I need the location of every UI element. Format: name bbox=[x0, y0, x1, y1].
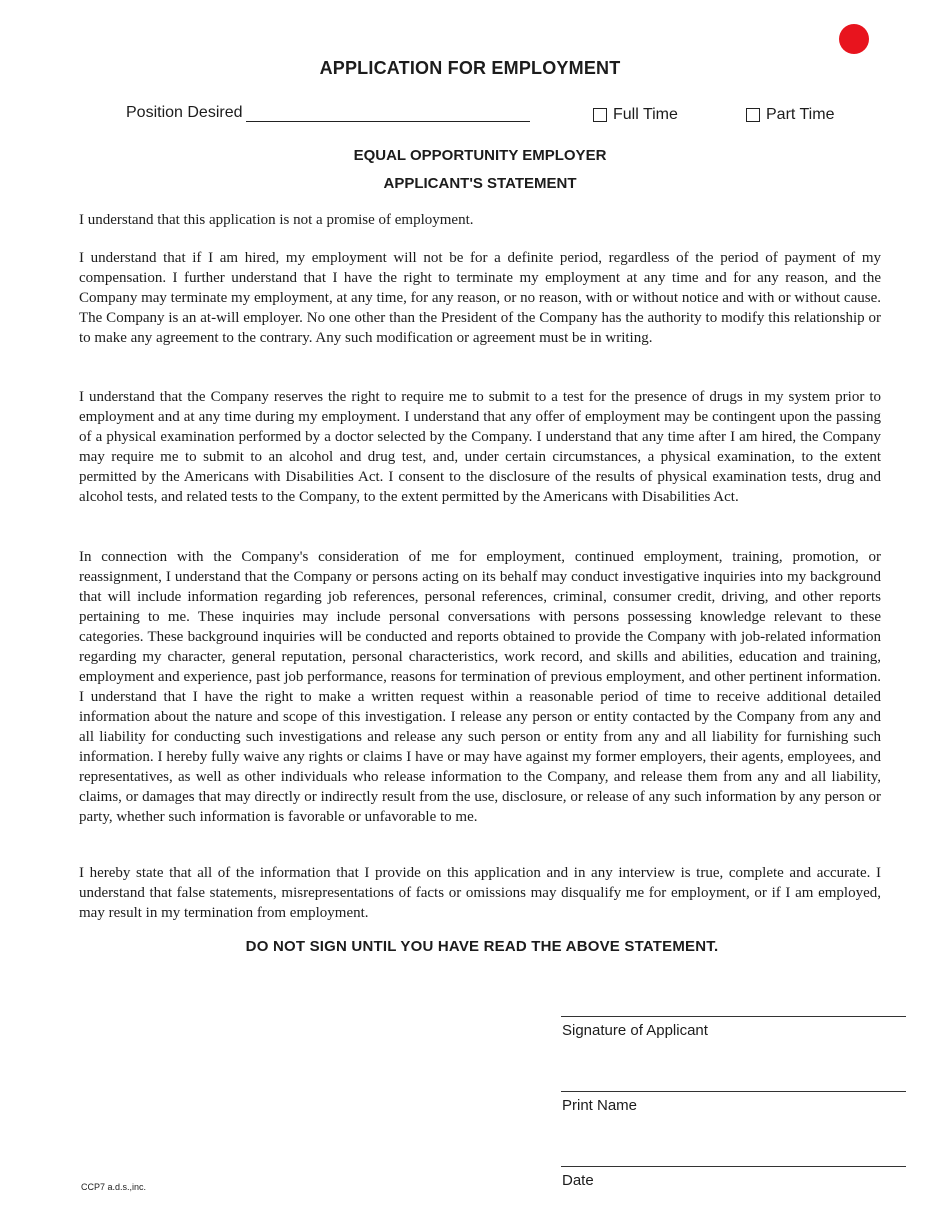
print-name-label: Print Name bbox=[562, 1097, 638, 1114]
position-desired-field[interactable] bbox=[246, 121, 530, 122]
do-not-sign-warning: DO NOT SIGN UNTIL YOU HAVE READ THE ABOVE STATEMENT. bbox=[245, 938, 719, 955]
position-desired-label: Position Desired bbox=[126, 104, 243, 121]
full-time-option[interactable] bbox=[593, 106, 678, 124]
statement-paragraph-4: In connection with the Company's consideration of me for employment, continued employment, training, promotion, or reassignment, I understand that the Company or persons acting on its behalf may conduct investigative inquiries into my background that will include information regarding job references, personal references, criminal, consumer credit, driving, and other reports pertaining to me. These inquiries may include personal conversations with persons possessing knowledge relevant to these categories. These background inquiries will be conducted and reports obtained to provide the Company with job-related information regarding my character, general reputation, personal characteristics, work record, and skills and abilities, education and training, employment and experience, past job performance, reasons for termination of previous employment, and other pertinent information. I understand that I have the right to make a written request within a reasonable period of time to receive additional detailed information about the nature and scope of this investigation. I release any person or entity contacted by the Company from any and all liability for conducting such investigations and release any such person or entity from any and all liability for furnishing such information. I hereby fully waive any rights or claims I have or may have against my former employers, their agents, employees, and representatives, as well as other individuals who release information to the Company, and release them from any and all liability, claims, or damages that may directly or indirectly result from the use, disclosure, or release of any such information by any person or party, whether such information is favorable or unfavorable to me. bbox=[79, 549, 881, 825]
full-time-checkbox[interactable] bbox=[593, 108, 607, 122]
print-name-field[interactable] bbox=[561, 1091, 906, 1092]
part-time-label: Part Time bbox=[766, 106, 835, 123]
date-field[interactable] bbox=[561, 1166, 906, 1167]
statement-heading: APPLICANT'S STATEMENT bbox=[383, 175, 577, 192]
form-title: APPLICATION FOR EMPLOYMENT bbox=[319, 58, 621, 78]
form-code: CCP7 a.d.s.,inc. bbox=[81, 1182, 147, 1192]
part-time-checkbox[interactable] bbox=[746, 108, 760, 122]
eoe-heading: EQUAL OPPORTUNITY EMPLOYER bbox=[353, 147, 607, 164]
red-dot-marker bbox=[839, 24, 869, 54]
statement-paragraph-3: I understand that the Company reserves the right to require me to submit to a test for the presence of drugs in my system prior to employment and at any time during my employment. I understand that any offer of employment may be contingent upon the passing of a physical examination performed by a doctor selected by the Company. I understand that any time after I am hired, the Company may require me to submit to an alcohol and drug test, and, under certain circumstances, a physical examination, to the extent permitted by the Americans with Disabilities Act. I consent to the disclosure of the results of physical examination tests, drug and alcohol tests, and related tests to the Company, to the extent permitted by the Americans with Disabilities Act. bbox=[79, 389, 881, 505]
full-time-label: Full Time bbox=[613, 106, 678, 123]
part-time-option[interactable] bbox=[746, 106, 834, 124]
statement-paragraph-1: I understand that this application is not a promise of employment. bbox=[79, 212, 474, 228]
signature-field[interactable] bbox=[561, 1016, 906, 1017]
date-label: Date bbox=[562, 1172, 594, 1189]
statement-paragraph-5: I hereby state that all of the information that I provide on this application and in any interview is true, complete and accurate. I understand that false statements, misrepresentations of facts or omissions may disqualify me for employment, or if I am employed, may result in my termination from employment. bbox=[79, 865, 881, 921]
signature-label: Signature of Applicant bbox=[562, 1022, 708, 1039]
statement-paragraph-2: I understand that if I am hired, my employment will not be for a definite period, regardless of the period of payment of my compensation. I further understand that I have the right to terminate my employment at any time and for any reason, and the Company may terminate my employment, at any time, for any reason, or no reason, with or without notice and with or without cause. The Company is an at-will employer. No one other than the President of the Company has the authority to modify this relationship or to make any agreement to the contrary. Any such modification or agreement must be in writing. bbox=[79, 250, 881, 346]
